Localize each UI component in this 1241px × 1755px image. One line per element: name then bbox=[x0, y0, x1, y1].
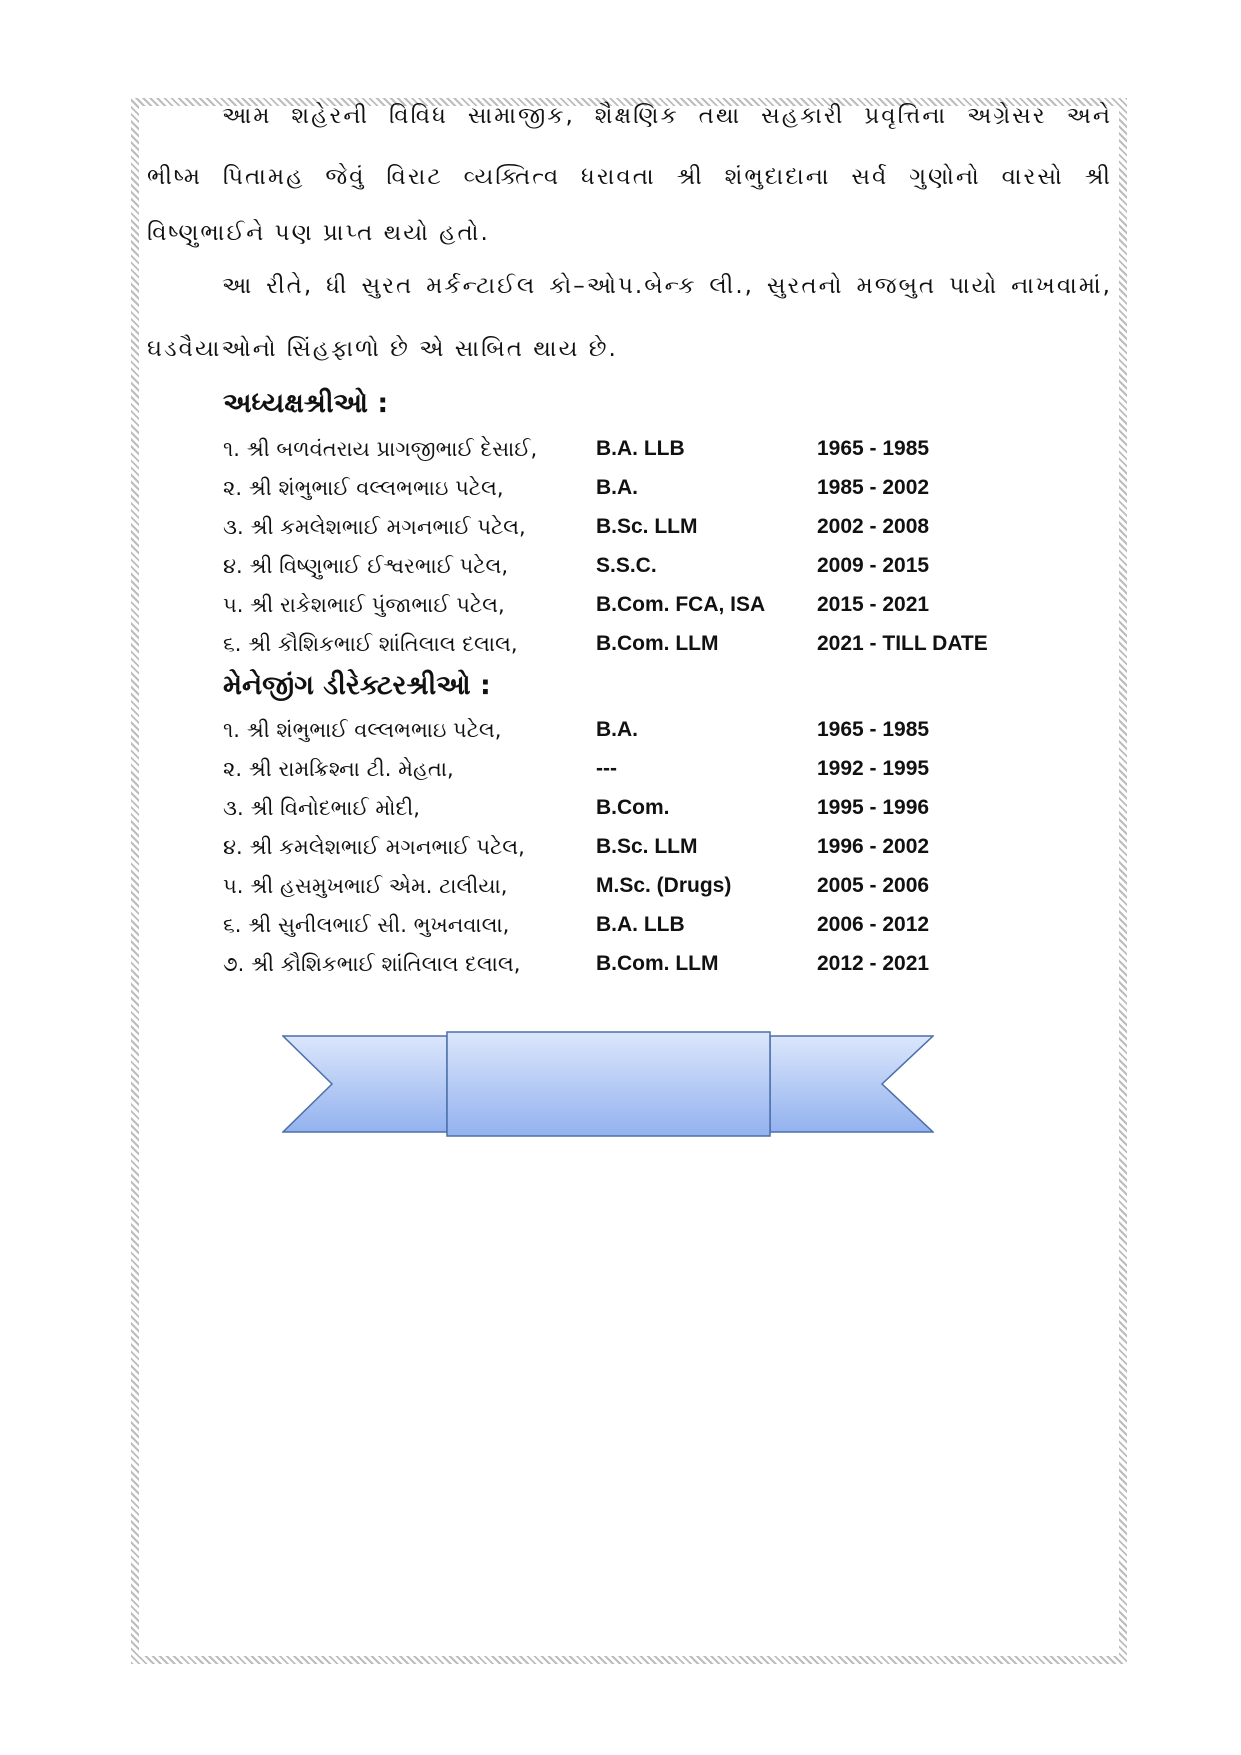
paragraph-line: વિષ્ણુભાઈને પણ પ્રાપ્ત થયો હતો. bbox=[147, 220, 490, 246]
list-item bbox=[223, 554, 1103, 593]
managing-directors-list bbox=[223, 718, 1103, 991]
list-item bbox=[223, 437, 1103, 476]
qualification: B.A. LLB bbox=[596, 437, 685, 460]
list-item bbox=[223, 952, 1103, 991]
person-name: ૪. શ્રી વિષ્ણુભાઈ ઈશ્વરભાઈ પટેલ, bbox=[223, 554, 509, 578]
ribbon-banner bbox=[282, 1028, 934, 1140]
list-item bbox=[223, 476, 1103, 515]
paragraph-line: ભીષ્મ પિતામહ જેવું વિરાટ વ્યક્તિત્વ ધરાવતા શ્રી શંભુદાદાના સર્વ ગુણોનો વારસો શ્રી bbox=[147, 164, 1112, 190]
qualification: M.Sc. (Drugs) bbox=[596, 874, 732, 897]
qualification: --- bbox=[596, 757, 617, 780]
person-name: ૫. શ્રી હસમુખભાઈ એમ. ટાલીયા, bbox=[223, 874, 508, 898]
term-years: 2006 - 2012 bbox=[817, 913, 930, 936]
list-item bbox=[223, 874, 1103, 913]
term-years: 2012 - 2021 bbox=[817, 952, 930, 975]
term-years: 1995 - 1996 bbox=[817, 796, 930, 819]
paragraph-line: આમ શહેરની વિવિધ સામાજીક, શૈક્ષણિક તથા સહકારી પ્રવૃત્તિના અગ્રેસર અને bbox=[222, 103, 1112, 129]
list-item bbox=[223, 593, 1103, 632]
list-item bbox=[223, 796, 1103, 835]
person-name: ૩. શ્રી કમલેશભાઈ મગનભાઈ પટેલ, bbox=[223, 515, 526, 539]
term-years: 1965 - 1985 bbox=[817, 718, 930, 741]
term-years: 2005 - 2006 bbox=[817, 874, 930, 897]
term-years: 1992 - 1995 bbox=[817, 757, 930, 780]
qualification: B.A. bbox=[596, 718, 638, 741]
term-years: 2021 - TILL DATE bbox=[817, 632, 988, 655]
paragraph-line: આ રીતે, ધી સુરત મર્કન્ટાઈલ કો–ઓપ.બેન્ક લી., સુરતનો મજબુત પાયો નાખવામાં, bbox=[222, 273, 1112, 299]
managing-directors-heading: મેનેજીંગ ડીરેક્ટરશ્રીઓ : bbox=[223, 670, 491, 701]
ribbon-left-tail bbox=[283, 1036, 447, 1132]
qualification: B.Com. LLM bbox=[596, 632, 719, 655]
term-years: 1965 - 1985 bbox=[817, 437, 930, 460]
list-item bbox=[223, 913, 1103, 952]
qualification: B.Com. FCA, ISA bbox=[596, 593, 766, 616]
term-years: 2015 - 2021 bbox=[817, 593, 930, 616]
person-name: ૪. શ્રી કમલેશભાઈ મગનભાઈ પટેલ, bbox=[223, 835, 525, 859]
person-name: ૫. શ્રી રાકેશભાઈ પુંજાભાઈ પટેલ, bbox=[223, 593, 505, 617]
chairpersons-heading: અધ્યક્ષશ્રીઓ : bbox=[223, 388, 389, 419]
term-years: 2009 - 2015 bbox=[817, 554, 930, 577]
chairpersons-list bbox=[223, 437, 1103, 671]
qualification: B.Com. bbox=[596, 796, 670, 819]
person-name: ૬. શ્રી સુનીલભાઈ સી. ભુખનવાલા, bbox=[223, 913, 510, 937]
qualification: B.Sc. LLM bbox=[596, 515, 698, 538]
list-item bbox=[223, 515, 1103, 554]
person-name: ૨. શ્રી શંભુભાઈ વલ્લભભાઇ પટેલ, bbox=[223, 476, 504, 500]
list-item bbox=[223, 718, 1103, 757]
ribbon-center bbox=[447, 1032, 770, 1136]
person-name: ૨. શ્રી રામક્રિશ્ના ટી. મેહતા, bbox=[223, 757, 454, 781]
qualification: B.Sc. LLM bbox=[596, 835, 698, 858]
term-years: 1996 - 2002 bbox=[817, 835, 930, 858]
list-item bbox=[223, 632, 1103, 671]
person-name: ૬. શ્રી કૌશિકભાઈ શાંતિલાલ દલાલ, bbox=[223, 632, 518, 656]
qualification: S.S.C. bbox=[596, 554, 657, 577]
person-name: ૧. શ્રી શંભુભાઈ વલ્લભભાઇ પટેલ, bbox=[223, 718, 502, 742]
ribbon-right-tail bbox=[770, 1036, 933, 1132]
person-name: ૩. શ્રી વિનોદભાઈ મોદી, bbox=[223, 796, 420, 820]
list-item bbox=[223, 757, 1103, 796]
term-years: 1985 - 2002 bbox=[817, 476, 930, 499]
qualification: B.Com. LLM bbox=[596, 952, 719, 975]
paragraph-line: ઘડવૈયાઓનો સિંહફાળો છે એ સાબિત થાય છે. bbox=[147, 336, 618, 362]
term-years: 2002 - 2008 bbox=[817, 515, 930, 538]
person-name: ૭. શ્રી કૌશિકભાઈ શાંતિલાલ દલાલ, bbox=[223, 952, 521, 976]
list-item bbox=[223, 835, 1103, 874]
qualification: B.A. bbox=[596, 476, 638, 499]
qualification: B.A. LLB bbox=[596, 913, 685, 936]
person-name: ૧. શ્રી બળવંતરાય પ્રાગજીભાઈ દેસાઈ, bbox=[223, 437, 538, 461]
